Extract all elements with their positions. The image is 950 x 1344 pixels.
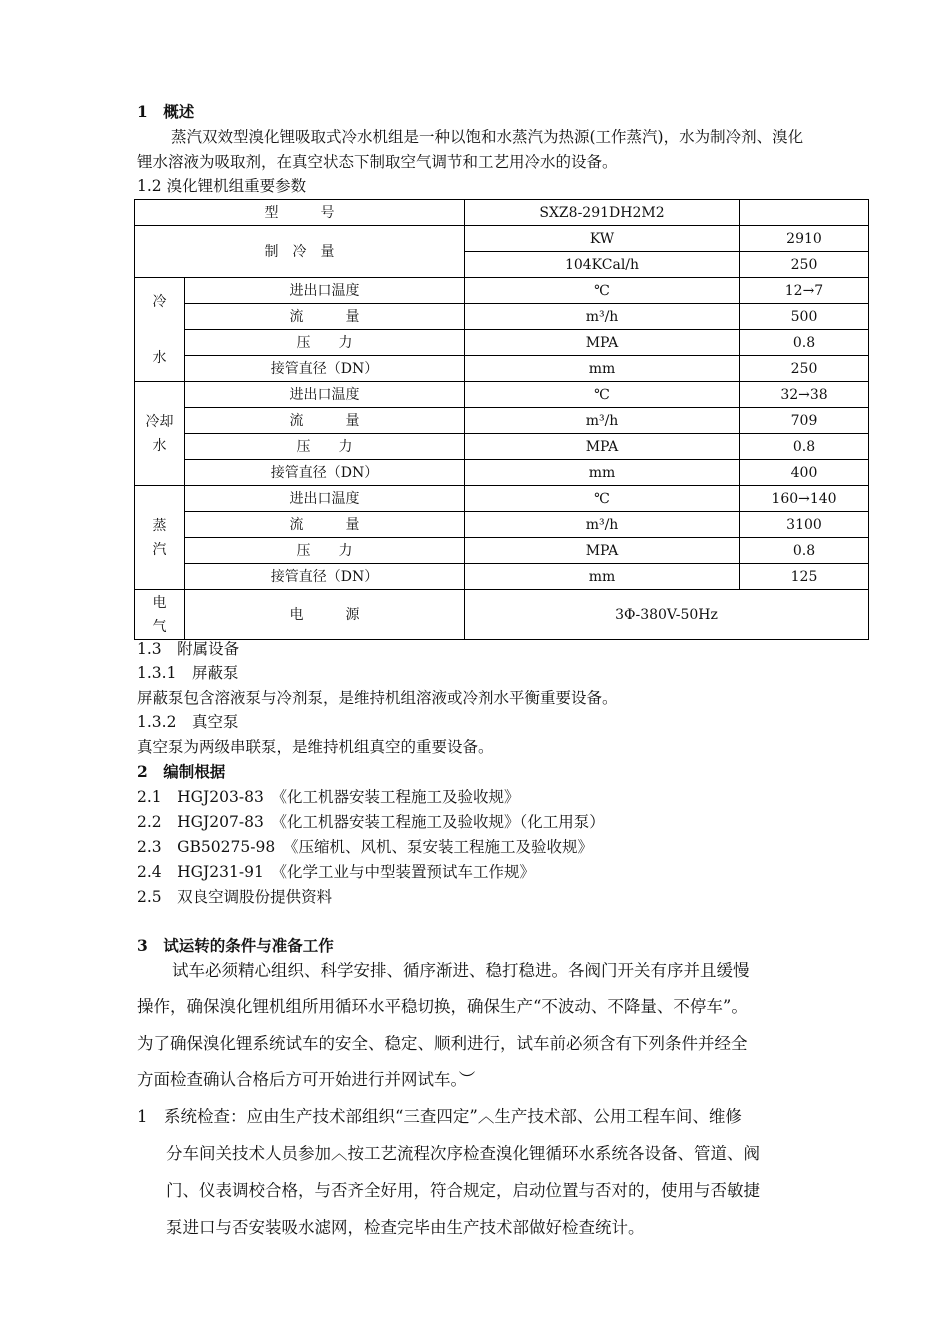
item-cell: 流 量 [185,408,465,434]
group-label-chilled-water [135,278,185,382]
group-label-line: 冷却 [145,413,174,430]
reference-item: 2.1 HGJ203-83 《化工机器安装工程施工及验收规》 [137,788,520,806]
item-cell: 进出口温度 [185,486,465,512]
unit-cell: m³/h [465,512,740,538]
table-row [135,356,869,382]
section-3-paragraph-line: 操作，确保溴化锂机组所用循环水平稳切换，确保生产“不波动、不降量、不停车”。 [137,997,748,1016]
section-3-title: 3 试运转的条件与准备工作 [137,936,334,955]
value-cell: 400 [740,460,869,486]
group-label-line: 电 [152,594,167,611]
value-cell: 125 [740,564,869,590]
section-3-paragraph-line: 试车必须精心组织、科学安排、循序渐进、稳打稳进。各阀门开关有序并且缓慢 [172,961,750,980]
value-cell: 160→140 [740,486,869,512]
table-row [135,460,869,486]
table-row [135,330,869,356]
section-1-3-2-text: 真空泵为两级串联泵，是维持机组真空的重要设备。 [137,738,494,756]
item-cell: 接管直径（DN） [185,564,465,590]
check-item-line: 门、仪表调校合格，与否齐全好用，符合规定，启动位置与否对的，使用与否敏捷 [166,1181,760,1200]
value-cell: 32→38 [740,382,869,408]
check-item-line: 1 系统检查：应由生产技术部组织“三查四定”︿生产技术部、公用工程车间、维修 [137,1107,742,1126]
group-label-line: 水 [152,349,167,366]
parameters-table [134,199,869,640]
table-row [135,512,869,538]
capacity-unit-kw: KW [465,226,740,252]
unit-cell: ℃ [465,278,740,304]
table-row [135,408,869,434]
section-3-paragraph-line: 方面检查确认合格后方可开始进行并网试车。︶ [137,1070,476,1089]
section-3-paragraph-line: 为了确保溴化锂系统试车的安全、稳定、顺利进行，试车前必须含有下列条件并经全 [137,1034,748,1053]
unit-cell: ℃ [465,382,740,408]
reference-item: 2.2 HGJ207-83 《化工机器安装工程施工及验收规》（化工用泵） [137,813,605,831]
model-empty-cell [740,200,869,226]
group-label-steam [135,486,185,590]
table-row [135,382,869,408]
subsection-1-2-title: 1.2 溴化锂机组重要参数 [137,177,307,195]
group-label-line: 汽 [152,541,167,558]
intro-line-1: 蒸汽双效型溴化锂吸取式冷水机组是一种以饱和水蒸汽为热源(工作蒸汽)，水为制冷剂、溴化 [171,128,804,146]
check-item-line: 分车间关技术人员参加︿按工艺流程次序检查溴化锂循环水系统各设备、管道、阀 [166,1144,760,1163]
intro-line-2: 锂水溶液为吸取剂，在真空状态下制取空气调节和工艺用冷水的设备。 [137,153,618,171]
unit-cell: m³/h [465,408,740,434]
section-1-3-title: 1.3 附属设备 [137,640,240,658]
item-cell: 接管直径（DN） [185,356,465,382]
unit-cell: m³/h [465,304,740,330]
value-cell: 250 [740,356,869,382]
capacity-label: 制 冷 量 [135,226,465,278]
table-row [135,226,869,252]
item-cell: 进出口温度 [185,382,465,408]
table-row [135,434,869,460]
item-cell: 接管直径（DN） [185,460,465,486]
group-label-cooling-water [135,382,185,486]
table-row [135,538,869,564]
item-cell: 进出口温度 [185,278,465,304]
item-cell: 压 力 [185,330,465,356]
unit-cell: mm [465,356,740,382]
value-cell: 3100 [740,512,869,538]
reference-item: 2.5 双良空调股份提供资料 [137,888,333,906]
item-cell: 流 量 [185,304,465,330]
capacity-unit-kcal: 104KCal/h [465,252,740,278]
model-label: 型 号 [135,200,465,226]
value-cell: 12→7 [740,278,869,304]
power-value: 3Φ-380V-50Hz [465,590,869,640]
group-label-line: 气 [152,618,167,635]
table-row [135,278,869,304]
value-cell: 0.8 [740,330,869,356]
unit-cell: MPA [465,538,740,564]
reference-item: 2.3 GB50275-98 《压缩机、风机、泵安装工程施工及验收规》 [137,838,593,856]
section-1-3-2-title: 1.3.2 真空泵 [137,713,239,731]
section-1-3-1-title: 1.3.1 屏蔽泵 [137,664,239,682]
group-label-electrical [135,590,185,640]
value-cell: 0.8 [740,434,869,460]
table-row [135,304,869,330]
section-1-3-1-text: 屏蔽泵包含溶液泵与冷剂泵，是维持机组溶液或冷剂水平衡重要设备。 [137,689,618,707]
value-cell: 709 [740,408,869,434]
group-label-line: 水 [152,437,167,454]
item-cell: 流 量 [185,512,465,538]
unit-cell: ℃ [465,486,740,512]
model-value: SXZ8-291DH2M2 [465,200,740,226]
value-cell: 500 [740,304,869,330]
section-1-title: 1 概述 [137,102,195,121]
section-2-title: 2 编制根据 [137,762,226,781]
table-row [135,486,869,512]
capacity-value-kcal: 250 [740,252,869,278]
unit-cell: mm [465,564,740,590]
group-label-line: 冷 [152,293,167,310]
power-label: 电 源 [185,590,465,640]
check-item-line: 泵进口与否安装吸水滤网，检查完毕由生产技术部做好检查统计。 [166,1218,645,1237]
table-row [135,590,869,640]
table-row [135,564,869,590]
item-cell: 压 力 [185,434,465,460]
value-cell: 0.8 [740,538,869,564]
item-cell: 压 力 [185,538,465,564]
table-row [135,200,869,226]
reference-item: 2.4 HGJ231-91 《化学工业与中型装置预试车工作规》 [137,863,536,881]
group-label-line: 蒸 [152,517,167,534]
unit-cell: MPA [465,330,740,356]
unit-cell: MPA [465,434,740,460]
capacity-value-kw: 2910 [740,226,869,252]
unit-cell: mm [465,460,740,486]
